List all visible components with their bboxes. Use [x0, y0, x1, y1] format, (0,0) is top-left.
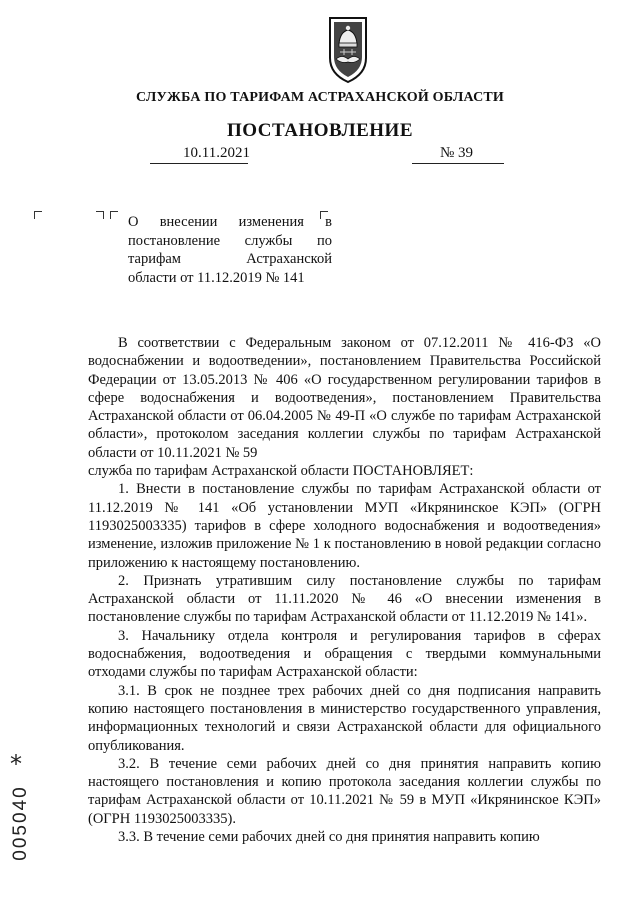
item-3-2-paragraph: 3.2. В течение семи рабочих дней со дня принятия направить копию настоящего постановления и копию протокола заседания коллегии службы по тарифам Астраханской области от 10.11.2021 № 59 в МУП «Икрянинское КЭП» (ОГРН 1193025003335).: [88, 755, 601, 827]
number-underline: [412, 163, 504, 164]
document-date: 10.11.2021: [183, 145, 250, 161]
coat-of-arms-emblem: [326, 12, 370, 84]
item-2-paragraph: 2. Признать утратившим силу постановление службы по тарифам Астраханской области от 11.11.2020 № 46 «О внесении изменения в постановление службы по тарифам Астраханской области от 11.12.2019 № 141».: [88, 572, 601, 626]
margin-asterisk-mark: *: [10, 750, 22, 778]
subject-corner-mark-left: [34, 211, 42, 219]
issuing-authority: СЛУЖБА ПО ТАРИФАМ АСТРАХАНСКОЙ ОБЛАСТИ: [135, 90, 505, 105]
document-type-title: ПОСТАНОВЛЕНИЕ: [226, 120, 414, 141]
document-body: [88, 334, 601, 846]
preamble-paragraph: В соответствии с Федеральным законом от 07.12.2011 № 416-ФЗ «О водоснабжении и водоотведении», постановлением Правительства Российской Федерации от 13.05.2013 № 406 «О государственном регулировании тарифов в сфере водоснабжения и водоотведения», постановлением Правительства Астраханской области от 06.04.2005 № 49-П «О службе по тарифам Астраханской области», протоколом заседания коллегии службы по тарифам Астраханской области от 10.11.2021 № 59: [88, 335, 601, 461]
subject-line: О внесении изменения в: [128, 214, 332, 230]
item-3-1-paragraph: 3.1. В срок не позднее трех рабочих дней со дня подписания направить копию настоящего постановления в министерство государственного управления, информационных технологий и связи Астраханской области для официального опубликования.: [88, 682, 601, 754]
document-number: № 39: [440, 145, 474, 161]
subject-line: области от 11.12.2019 № 141: [128, 269, 305, 286]
registration-number-text: 005040: [10, 785, 31, 861]
item-3-3-paragraph: 3.3. В течение семи рабочих дней со дня принятия направить копию: [118, 829, 540, 846]
subject-corner-mark-right: [96, 211, 104, 219]
subject-line: тарифам Астраханской: [128, 251, 332, 267]
subject-corner-mark-inner: [110, 211, 118, 219]
margin-registration-number: [4, 780, 34, 870]
document-subject: [128, 213, 332, 287]
subject-line: постановление службы по: [128, 232, 332, 249]
date-underline: [150, 163, 248, 164]
resolution-clause: служба по тарифам Астраханской области ПОСТАНОВЛЯЕТ:: [88, 463, 474, 480]
item-3-paragraph: 3. Начальнику отдела контроля и регулирования тарифов в сферах водоснабжения, водоотведения и обращения с твердыми коммунальными отходами службы по тарифам Астраханской области:: [88, 627, 601, 681]
item-1-paragraph: 1. Внести в постановление службы по тарифам Астраханской области от 11.12.2019 № 141 «Об установлении МУП «Икрянинское КЭП» (ОГРН 1193025003335) тарифов в сфере холодного водоснабжения и водоотведения» изменение, изложив приложение № 1 к постановлению в новой редакции согласно приложению к настоящему постановлению.: [88, 481, 601, 571]
